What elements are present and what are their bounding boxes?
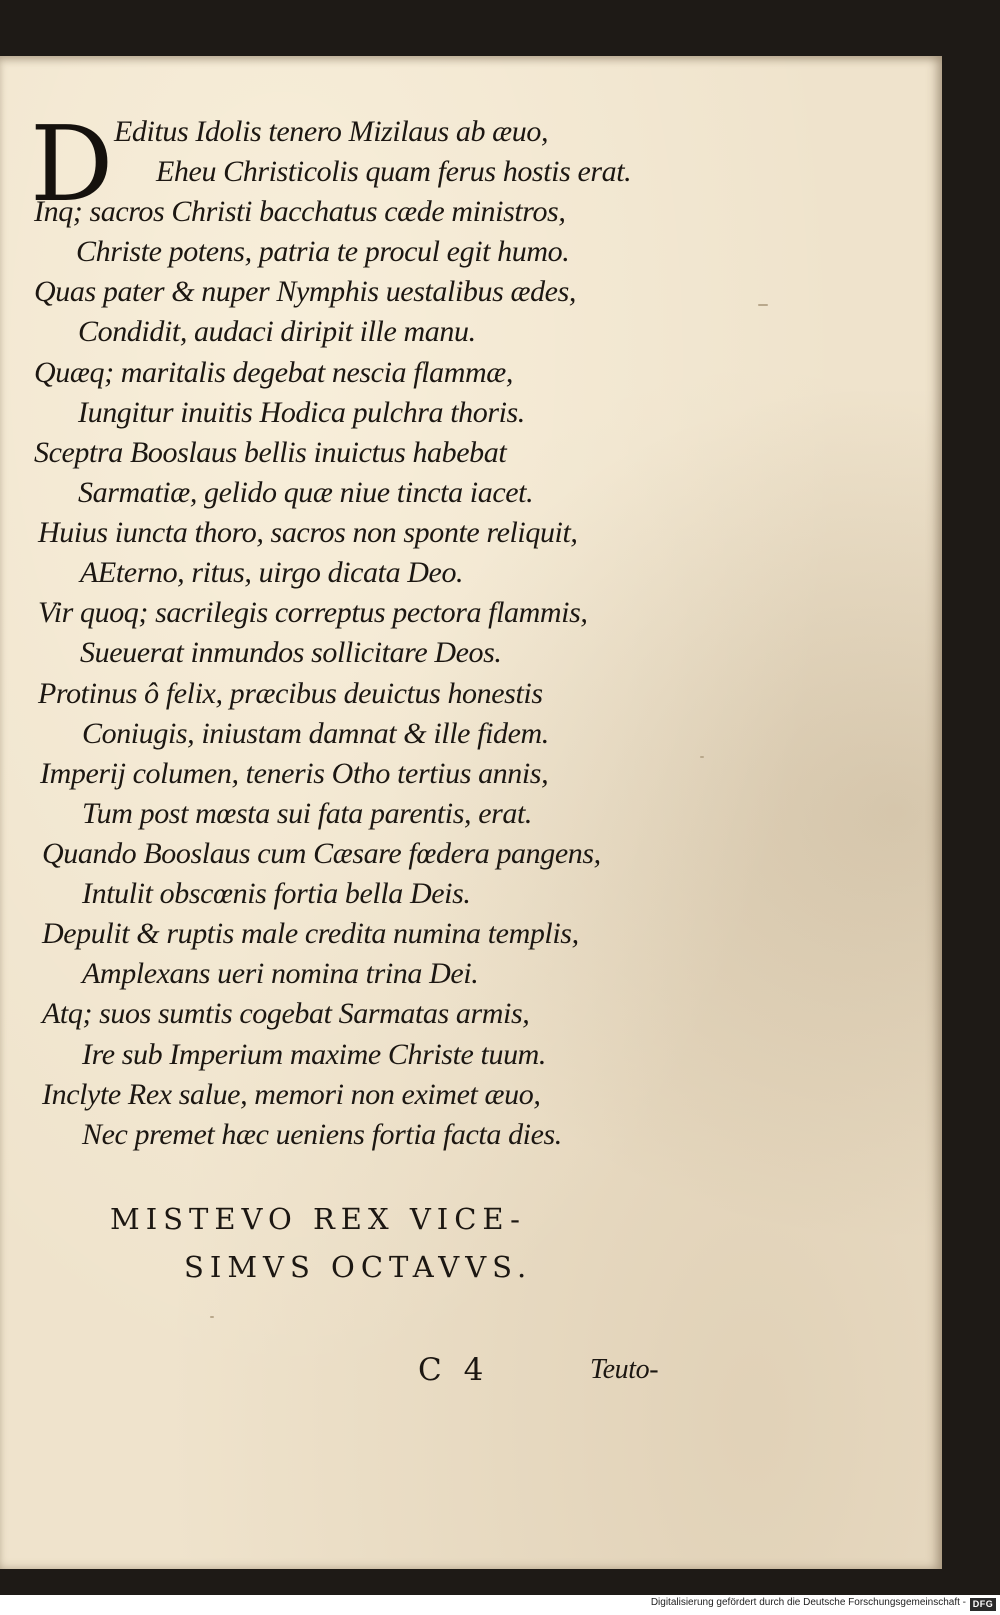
verse-line-24: Ire sub Imperium maxime Christe tuum. (82, 1038, 547, 1071)
verse-line-12: AEterno, ritus, uirgo dicata Deo. (80, 556, 464, 589)
verse-line-13: Vir quoq; sacrilegis correptus pectora flammis, (38, 596, 588, 629)
dfg-logo: DFG (970, 1598, 996, 1611)
verse-line-10: Sarmatiæ, gelido quæ niue tincta iacet. (78, 476, 534, 509)
verse-line-1: Editus Idolis tenero Mizilaus ab æuo, (114, 115, 549, 148)
verse-line-6: Condidit, audaci diripit ille manu. (78, 315, 476, 348)
verse-line-18: Tum post mœsta sui fata parentis, erat. (82, 797, 533, 830)
verse-line-23: Atq; suos sumtis cogebat Sarmatas armis, (42, 997, 530, 1030)
verse-line-2: Eheu Christicolis quam ferus hostis erat. (156, 155, 632, 188)
verse-line-11: Huius iuncta thoro, sacros non sponte reliquit, (38, 516, 578, 549)
verse-line-5: Quas pater & nuper Nymphis uestalibus ædes, (34, 275, 576, 308)
footer-credit: Digitalisierung gefördert durch die Deutsche Forschungsgemeinschaft - (650, 1597, 966, 1608)
verse-line-19: Quando Booslaus cum Cæsare fœdera pangens, (42, 837, 601, 870)
section-heading-line-2: SIMVS OCTAVVS. (184, 1250, 533, 1284)
verse-line-17: Imperij columen, teneris Otho tertius annis, (40, 757, 549, 790)
verse-line-21: Depulit & ruptis male credita numina templis, (42, 917, 579, 950)
catchword: Teuto- (590, 1354, 659, 1385)
verse-line-4: Christe potens, patria te procul egit humo. (76, 235, 570, 268)
verse-line-26: Nec premet hæc ueniens fortia facta dies. (82, 1118, 562, 1151)
verse-line-8: Iungitur inuitis Hodica pulchra thoris. (78, 396, 525, 429)
verse-line-25: Inclyte Rex salue, memori non eximet æuo, (42, 1078, 541, 1111)
verse-line-16: Coniugis, iniustam damnat & ille fidem. (82, 717, 549, 750)
verse-line-7: Quæq; maritalis degebat nescia flammæ, (34, 356, 513, 389)
verse-line-3: Inq; sacros Christi bacchatus cæde ministros, (34, 195, 566, 228)
verse-line-22: Amplexans ueri nomina trina Dei. (82, 957, 479, 990)
verse-line-20: Intulit obscœnis fortia bella Deis. (82, 877, 471, 910)
verse-line-14: Sueuerat inmundos sollicitare Deos. (80, 636, 502, 669)
signature-mark: C 4 (418, 1352, 490, 1388)
verse-line-9: Sceptra Booslaus bellis inuictus habebat (34, 436, 507, 469)
footer-bar (0, 1595, 1000, 1615)
poem-text (0, 56, 942, 1569)
section-heading-line-1: MISTEVO REX VICE- (110, 1202, 526, 1236)
drop-cap-initial: D (30, 103, 113, 225)
book-page (0, 56, 942, 1569)
verse-line-15: Protinus ô felix, præcibus deuictus honestis (38, 677, 543, 710)
